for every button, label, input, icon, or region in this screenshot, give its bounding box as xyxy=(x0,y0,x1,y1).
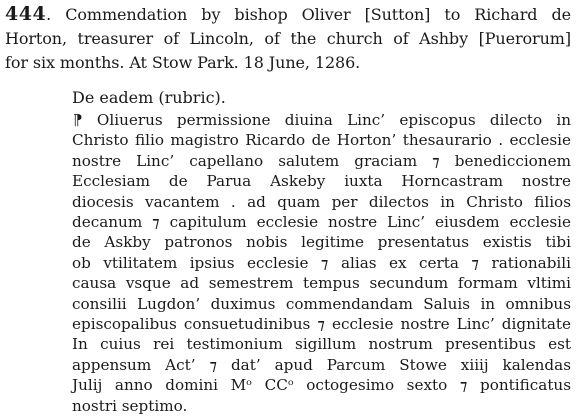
text-line: ob vtilitatem ipsius ecclesie ⁊ alias ex certa ⁊ rationabili xyxy=(72,253,571,272)
text-line: ⁋ Oliuerus permissione diuina Linc’ episcopus dilecto in xyxy=(73,111,571,129)
text-line: diocesis vacantem . ad quam per dilectos in Christo filios xyxy=(72,192,571,211)
text-line: Julij anno domini Mᵒ CCᵒ octogesimo sexto ⁊ pontificatus xyxy=(72,376,571,395)
heading-line: for six months. At Stow Park. 18 June, 1286. xyxy=(5,53,361,72)
entry-heading xyxy=(5,2,571,75)
text-line: appensum Act’ ⁊ dat’ apud Parcum Stowe xiiij kalendas xyxy=(72,355,571,374)
text-line: decanum ⁊ capitulum ecclesie nostre Linc’ eiusdem ecclesie xyxy=(72,213,571,232)
text-line: consilii Lugdon’ duximus commendandam Saluis in omnibus xyxy=(72,294,571,313)
latin-text xyxy=(72,110,571,416)
heading-line: Horton, treasurer of Lincoln, of the church of Ashby [Puerorum] xyxy=(5,29,571,48)
text-line: In cuius rei testimonium sigillum nostrum presentibus est xyxy=(72,335,571,354)
heading-line-text: . Commendation by bishop Oliver [Sutton] to Richard de xyxy=(46,5,571,24)
entry-number: 444 xyxy=(5,3,47,25)
text-line: nostre Linc’ capellano salutem graciam ⁊ benediccionem xyxy=(72,151,571,170)
rubric: De eadem (rubric). xyxy=(72,88,226,107)
text-line: Christo filio magistro Ricardo de Horton’ thesaurario . ecclesie xyxy=(72,131,571,150)
text-line: causa vsque ad semestrem tempus secundum formam vltimi xyxy=(72,274,571,293)
text-line: episcopalibus consuetudinibus ⁊ ecclesie nostre Linc’ dignitate xyxy=(72,315,571,334)
heading-line xyxy=(5,2,571,27)
text-line: nostri septimo. xyxy=(72,396,188,415)
text-line: de Askby patronos nobis legitime presentatus existis tibi xyxy=(72,233,571,252)
text-line: Ecclesiam de Parua Askeby iuxta Horncastram nostre xyxy=(72,172,571,191)
